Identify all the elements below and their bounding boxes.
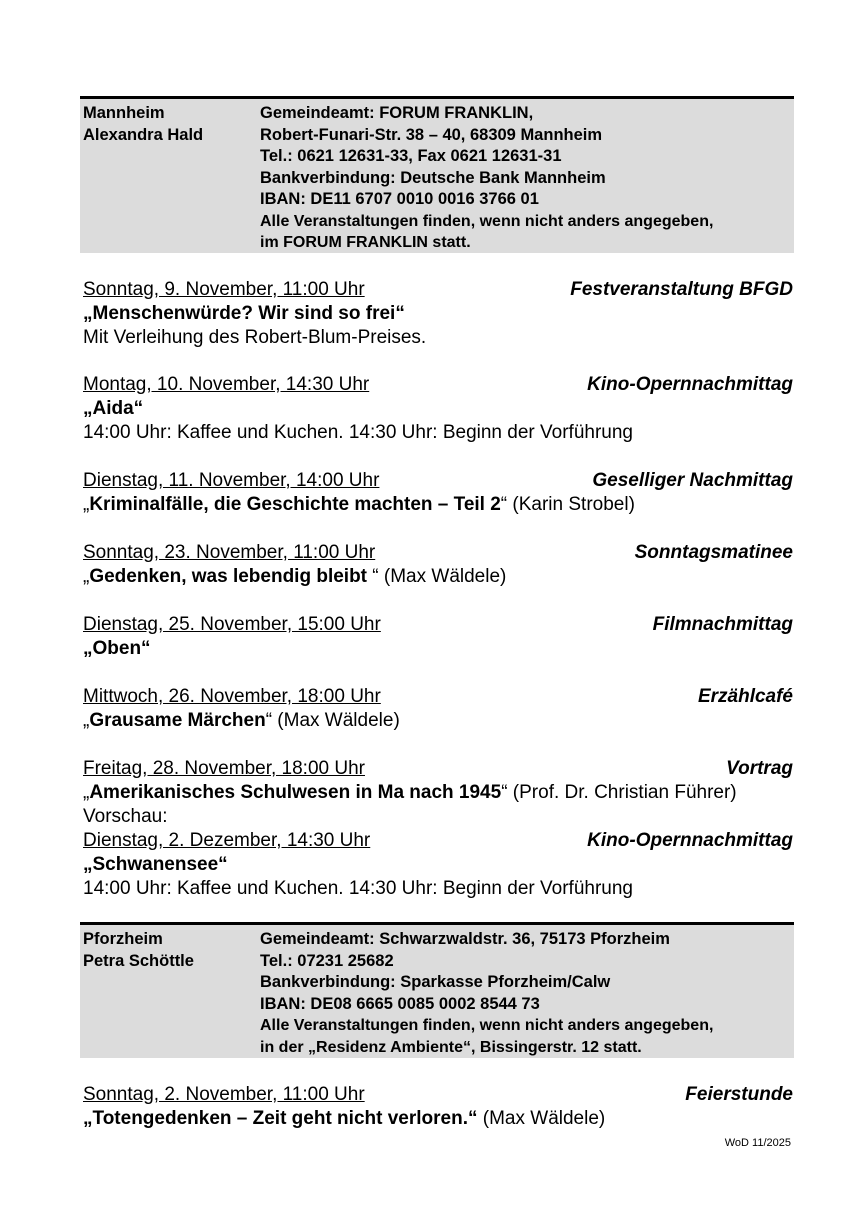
event-title: „Gedenken, was lebendig bleibt “ (Max Wäldele) xyxy=(83,566,507,587)
event-date: Dienstag, 11. November, 14:00 Uhr xyxy=(83,470,380,491)
event xyxy=(83,373,793,445)
event-title: „Amerikanisches Schulwesen in Ma nach 1945“ (Prof. Dr. Christian Führer) xyxy=(83,782,737,803)
event xyxy=(83,757,793,805)
mannheim-line: Bankverbindung: Deutsche Bank Mannheim xyxy=(260,168,606,187)
pforzheim-line: Alle Veranstaltungen finden, wenn nicht anders angegeben, xyxy=(260,1017,714,1034)
preview-label: Vorschau: xyxy=(83,806,168,827)
event xyxy=(83,685,793,733)
event xyxy=(83,613,793,661)
footer-code: WoD 11/2025 xyxy=(724,1137,791,1149)
pforzheim-line: in der „Residenz Ambiente“, Bissingerstr. 12 statt. xyxy=(260,1038,642,1056)
event-category: Feierstunde xyxy=(685,1084,793,1105)
event-date: Montag, 10. November, 14:30 Uhr xyxy=(83,374,370,395)
mannheim-line: Tel.: 0621 12631-33, Fax 0621 12631-31 xyxy=(260,147,562,165)
mannheim-line: IBAN: DE11 6707 0010 0016 3766 01 xyxy=(260,190,539,208)
preview-event xyxy=(83,829,793,901)
event-title: „Kriminalfälle, die Geschichte machten – Teil 2“ (Karin Strobel) xyxy=(83,494,635,515)
event-title: „Menschenwürde? Wir sind so frei“ xyxy=(83,303,405,324)
event-date: Sonntag, 2. November, 11:00 Uhr xyxy=(83,1084,365,1105)
event-date: Freitag, 28. November, 18:00 Uhr xyxy=(83,758,365,779)
mannheim-line: Alle Veranstaltungen finden, wenn nicht anders angegeben, xyxy=(260,212,714,230)
event-extra: Mit Verleihung des Robert-Blum-Preises. xyxy=(83,327,427,348)
event-date: Sonntag, 9. November, 11:00 Uhr xyxy=(83,279,365,300)
event-category: Festveranstaltung BFGD xyxy=(570,279,793,300)
mannheim-contact xyxy=(83,103,253,146)
event xyxy=(83,541,793,589)
mannheim-city: Mannheim xyxy=(83,104,165,122)
event-category: Geselliger Nachmittag xyxy=(592,470,793,491)
event-date: Dienstag, 25. November, 15:00 Uhr xyxy=(83,614,381,635)
event-title: „Oben“ xyxy=(83,638,151,659)
event xyxy=(83,278,793,350)
event-category: Erzählcafé xyxy=(697,686,793,707)
pforzheim-line: IBAN: DE08 6665 0085 0002 8544 73 xyxy=(260,994,540,1013)
mannheim-info-box xyxy=(80,96,794,253)
mannheim-line: im FORUM FRANKLIN statt. xyxy=(260,234,471,251)
event-title: „Totengedenken – Zeit geht nicht verloren.“ (Max Wäldele) xyxy=(83,1108,606,1129)
event-extra: 14:00 Uhr: Kaffee und Kuchen. 14:30 Uhr: Beginn der Vorführung xyxy=(83,878,633,899)
pforzheim-person: Petra Schöttle xyxy=(83,951,194,970)
event xyxy=(83,469,793,517)
event-category: Kino-Opernnachmittag xyxy=(587,830,793,851)
pforzheim-city: Pforzheim xyxy=(83,930,163,948)
event-date: Dienstag, 2. Dezember, 14:30 Uhr xyxy=(83,830,371,851)
event-category: Kino-Opernnachmittag xyxy=(587,374,793,395)
event-date: Mittwoch, 26. November, 18:00 Uhr xyxy=(83,686,381,707)
pforzheim-line: Gemeindeamt: Schwarzwaldstr. 36, 75173 Pforzheim xyxy=(260,930,670,948)
pforzheim-line: Tel.: 07231 25682 xyxy=(260,951,394,970)
event-category: Sonntagsmatinee xyxy=(634,542,793,563)
mannheim-person: Alexandra Hald xyxy=(83,125,204,144)
mannheim-details xyxy=(260,103,794,254)
event-category: Vortrag xyxy=(726,758,793,779)
event-title: „Aida“ xyxy=(83,398,144,419)
event-date: Sonntag, 23. November, 11:00 Uhr xyxy=(83,542,376,563)
pforzheim-contact xyxy=(83,929,253,972)
pforzheim-line: Bankverbindung: Sparkasse Pforzheim/Calw xyxy=(260,973,611,991)
event-title: „Grausame Märchen“ (Max Wäldele) xyxy=(83,710,400,731)
event-category: Filmnachmittag xyxy=(652,614,793,635)
mannheim-line: Gemeindeamt: FORUM FRANKLIN, xyxy=(260,104,534,122)
event-title: „Schwanensee“ xyxy=(83,854,228,875)
pforzheim-event xyxy=(83,1083,793,1131)
mannheim-line: Robert-Funari-Str. 38 – 40, 68309 Mannheim xyxy=(260,125,603,144)
event-extra: 14:00 Uhr: Kaffee und Kuchen. 14:30 Uhr: Beginn der Vorführung xyxy=(83,422,633,443)
pforzheim-info-box xyxy=(80,922,794,1058)
pforzheim-details xyxy=(260,929,794,1058)
